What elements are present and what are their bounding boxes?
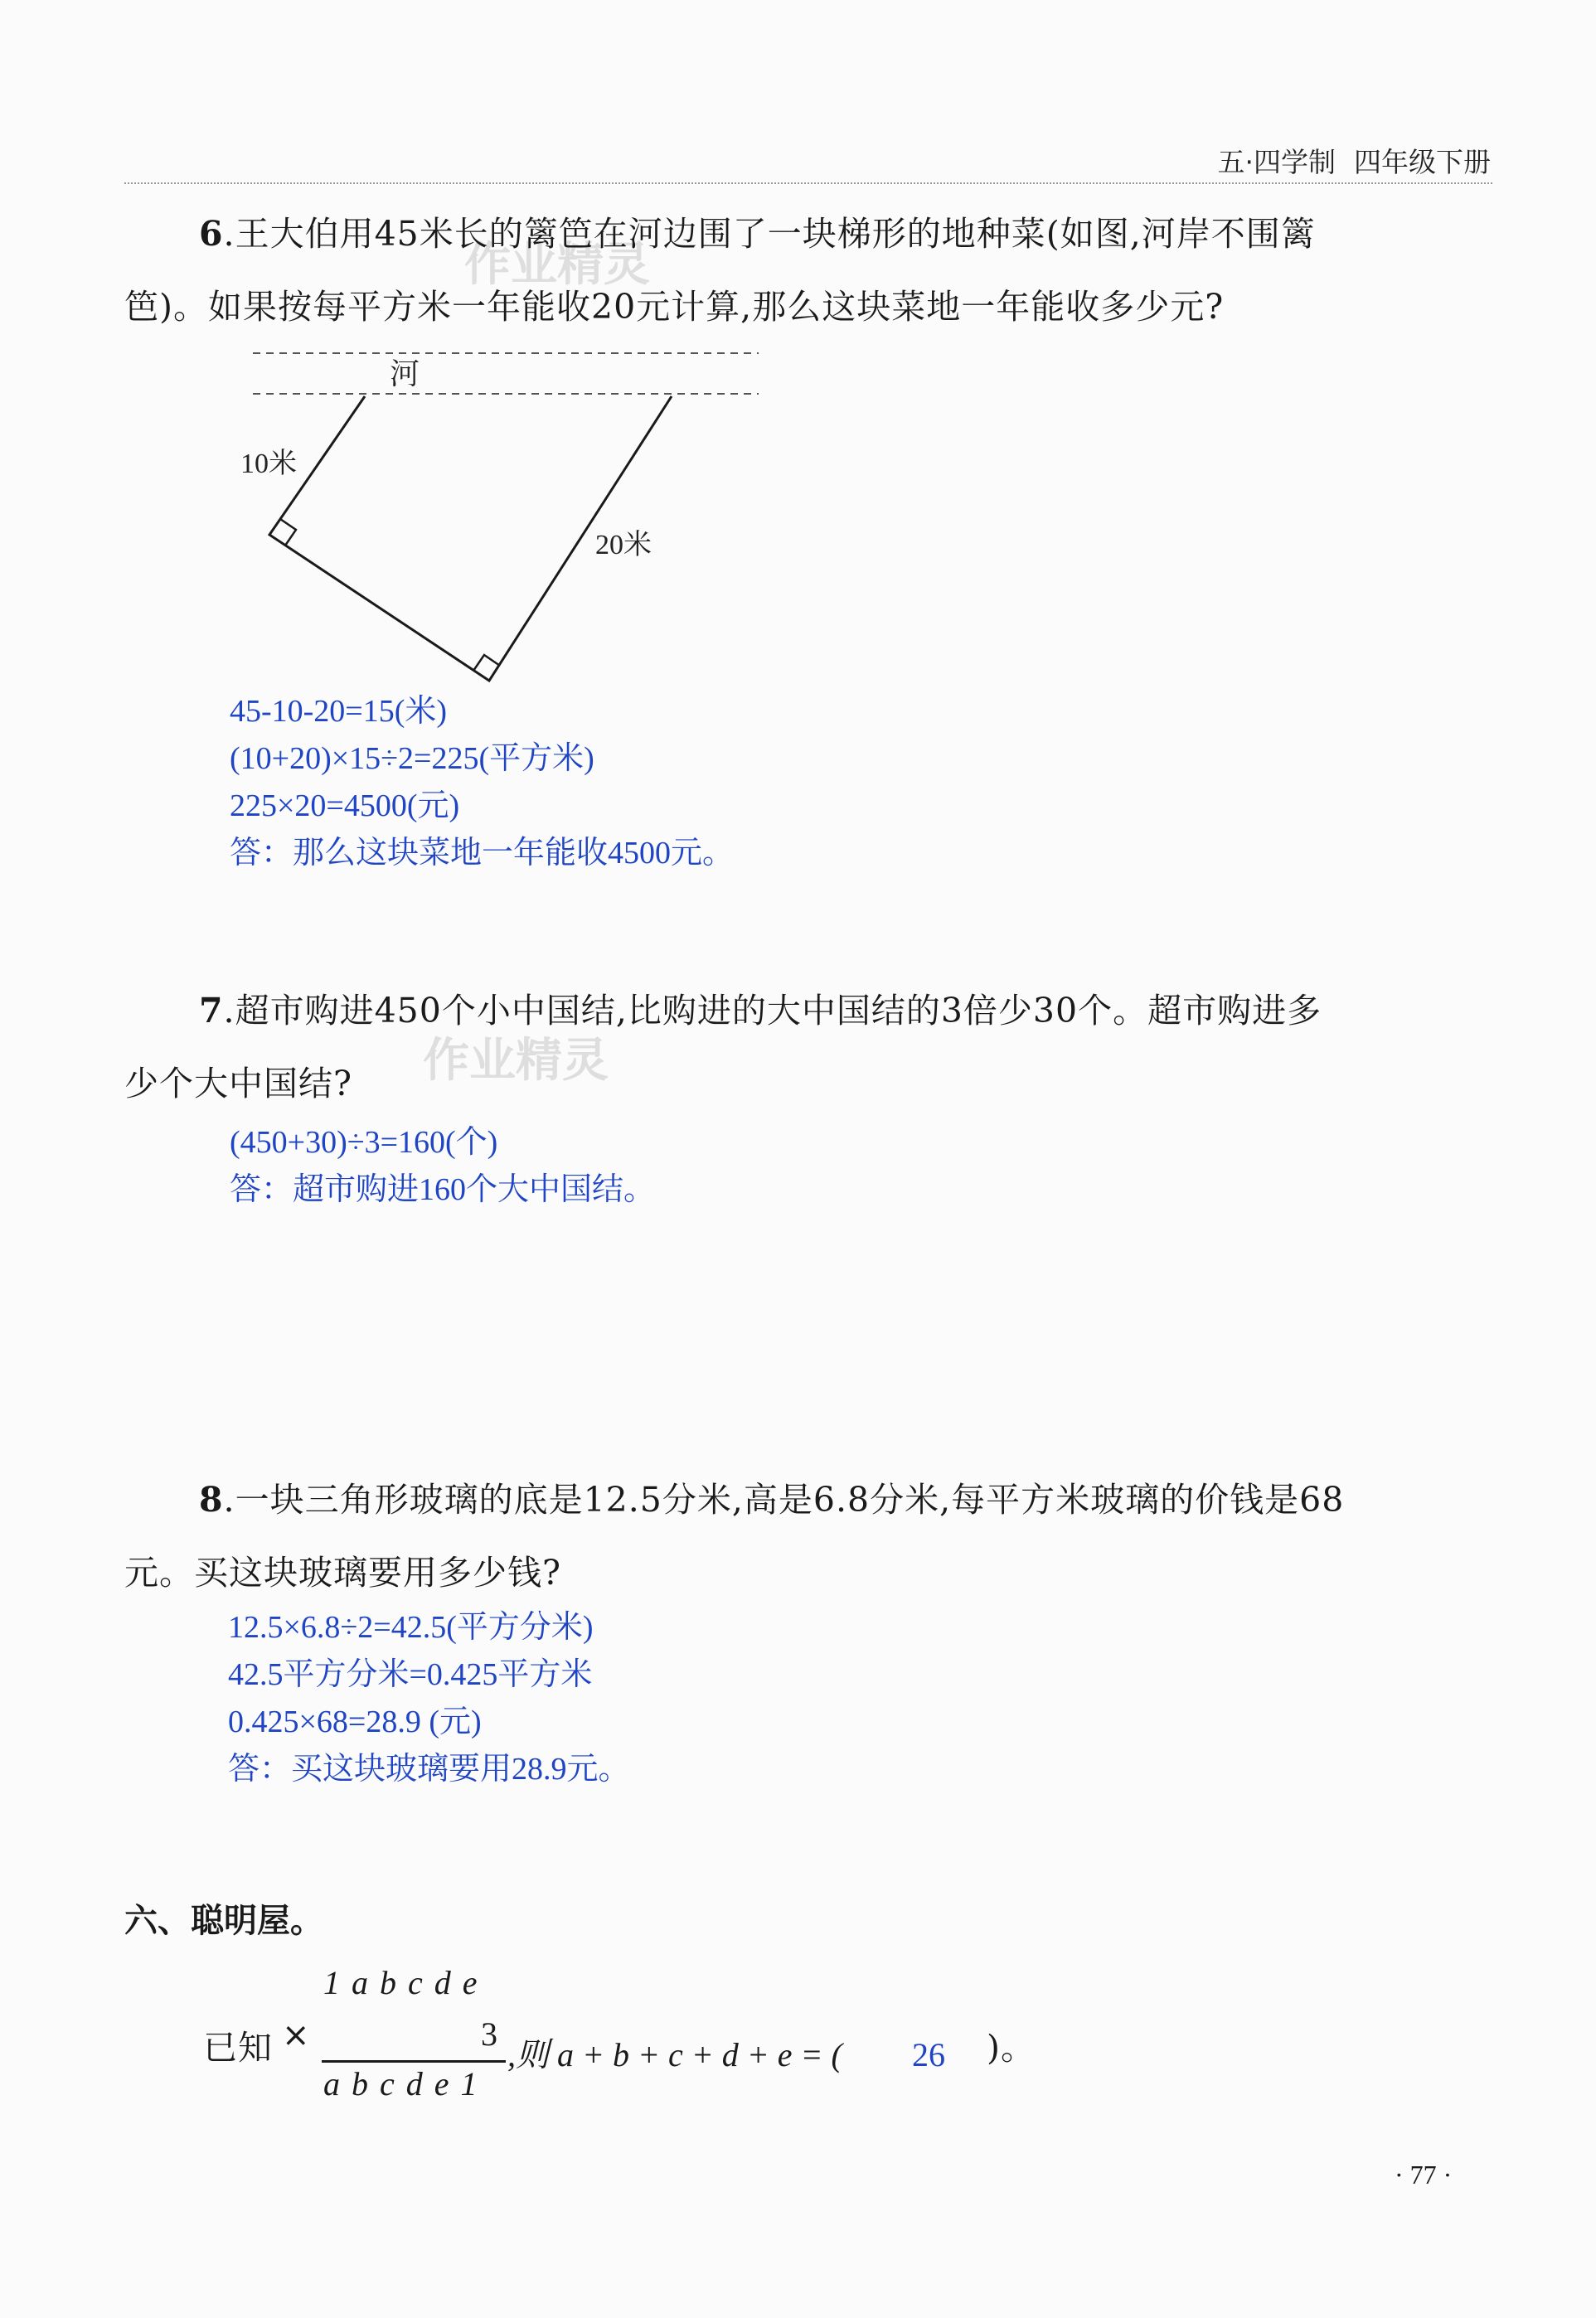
question-8 bbox=[124, 1463, 1501, 1609]
closing-paren: )。 bbox=[987, 2028, 1036, 2068]
answer-line: 0.425×68=28.9 (元) bbox=[228, 1705, 482, 1739]
answer-line: 答：买这块玻璃要用28.9元。 bbox=[228, 1752, 630, 1787]
header-rule bbox=[124, 182, 1492, 184]
known-label: 已知 bbox=[203, 2028, 273, 2068]
section-title: 六、聪明屋。 bbox=[124, 1902, 323, 1940]
product: a b c d e 1 bbox=[323, 2065, 479, 2102]
watermark: 作业精灵 bbox=[464, 238, 650, 292]
side-label-20: 20米 bbox=[595, 530, 652, 560]
answer-line: (450+30)÷3=160(个) bbox=[230, 1125, 498, 1160]
right-angle-mark bbox=[280, 519, 296, 546]
question-7-line2: 少个大中国结? bbox=[124, 1064, 352, 1103]
question-text: .一块三角形玻璃的底是12.5分米,高是6.8分米,每平方米玻璃的价钱是68 bbox=[223, 1480, 1345, 1520]
blank-answer: 26 bbox=[912, 2036, 945, 2073]
answer-line: (10+20)×15÷2=225(平方米) bbox=[230, 741, 594, 776]
question-8-line1 bbox=[124, 1463, 1501, 1536]
question-8-line2: 元。买这块玻璃要用多少钱? bbox=[124, 1553, 561, 1593]
page-number: · 77 · bbox=[1395, 2160, 1453, 2189]
answer-line: 225×20=4500(元) bbox=[230, 788, 460, 823]
question-6-line2: 笆)。如果按每平方米一年能收20元计算,那么这块菜地一年能收多少元? bbox=[124, 287, 1225, 327]
question-7-line1 bbox=[124, 974, 1501, 1047]
answer-line: 42.5平方分米=0.425平方米 bbox=[228, 1657, 593, 1692]
answer-line: 12.5×6.8÷2=42.5(平方分米) bbox=[228, 1610, 594, 1645]
multiplicand: 1 a b c d e bbox=[323, 1964, 479, 2001]
question-number: 8 bbox=[199, 1480, 224, 1520]
product-rule bbox=[322, 2060, 506, 2063]
question-number: 7 bbox=[199, 991, 224, 1030]
answer-line: 答：那么这块菜地一年能收4500元。 bbox=[230, 836, 735, 870]
question-number: 6 bbox=[199, 214, 224, 254]
header-series: 五·四学制 bbox=[1217, 146, 1336, 178]
trapezoid-figure bbox=[240, 344, 779, 692]
answer-6 bbox=[230, 688, 734, 877]
times-sign: × bbox=[282, 2016, 310, 2054]
question-text: .超市购进450个小中国结,比购进的大中国结的3倍少30个。超市购进多 bbox=[223, 991, 1322, 1030]
answer-line: 45-10-20=15(米) bbox=[230, 694, 448, 729]
watermark: 作业精灵 bbox=[423, 1034, 609, 1088]
question-7 bbox=[124, 974, 1501, 1120]
question-6 bbox=[124, 197, 1501, 343]
multiplier: 3 bbox=[481, 2015, 497, 2053]
side-label-10: 10米 bbox=[240, 449, 297, 479]
river-label: 河 bbox=[390, 357, 420, 391]
answer-line: 答：超市购进160个大中国结。 bbox=[230, 1172, 656, 1207]
question-text: .王大伯用45米长的篱笆在河边围了一块梯形的地种菜(如图,河岸不围篱 bbox=[223, 214, 1316, 254]
sum-expression: ,则 a + b + c + d + e = ( bbox=[507, 2036, 842, 2073]
answer-8 bbox=[228, 1604, 630, 1793]
page-header bbox=[1200, 141, 1492, 180]
header-grade: 四年级下册 bbox=[1354, 146, 1491, 178]
question-6-line1 bbox=[124, 197, 1501, 270]
answer-7 bbox=[230, 1119, 655, 1214]
